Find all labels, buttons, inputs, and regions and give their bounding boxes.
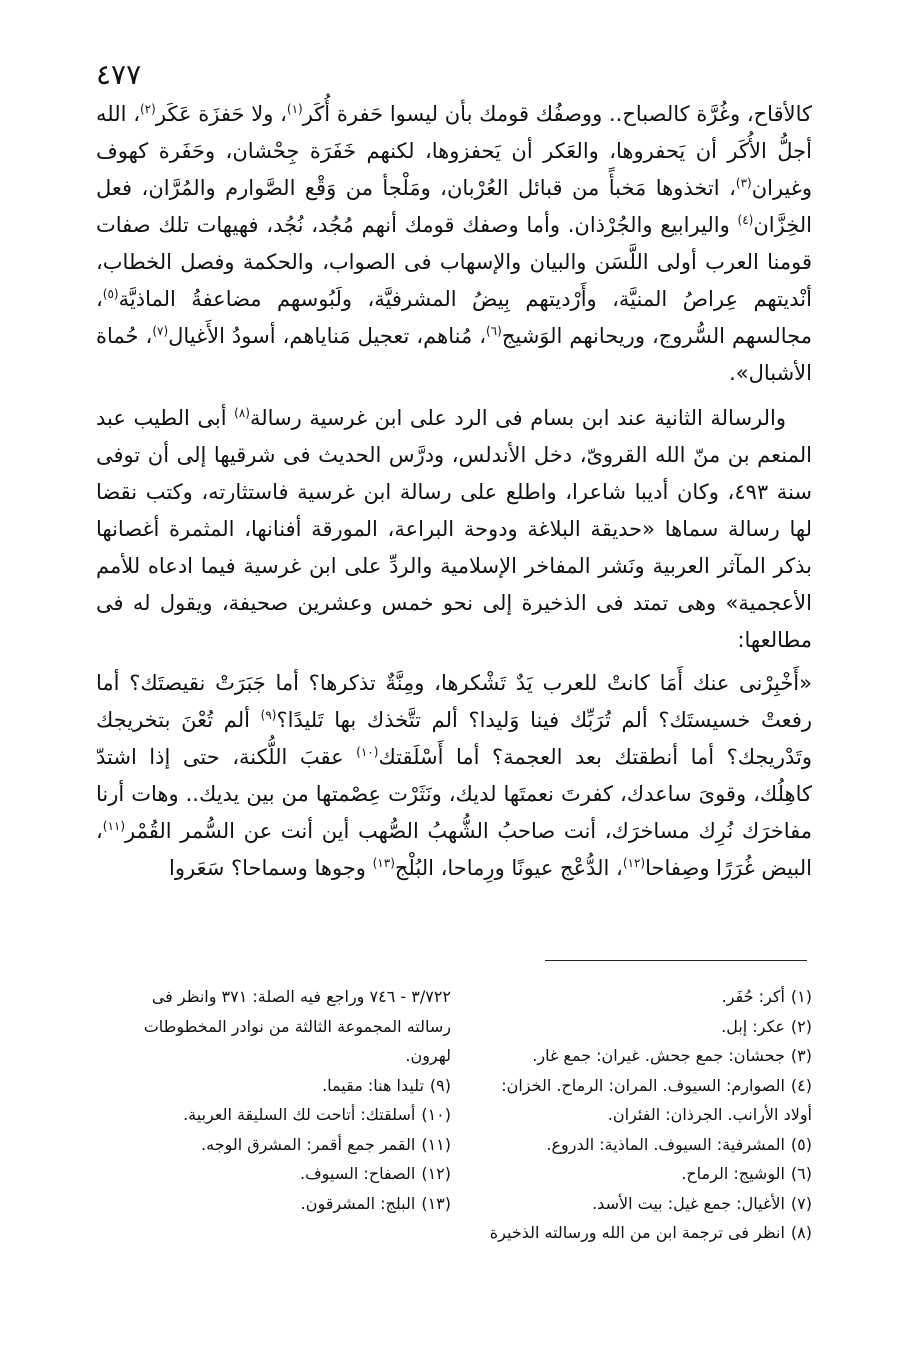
text-segment: وجوها وسماحا؟ سَعَروا [169,856,373,880]
footnote-ref: (٧) [152,324,169,338]
text-segment: والرسالة الثانية عند ابن بسام فى الرد على ابن غرسية رسالة [249,406,786,430]
footnote-text: لهرون. [405,1046,451,1065]
footnote-ref: (٤) [737,213,754,227]
paragraph-3 [96,665,812,887]
footnote-text: ٣/٧٢٢ - ٧٤٦ وراجع فيه الصلة: ٣٧١ وانظر فى [151,987,451,1006]
text-segment: ألم تُعْنَ بتخريجك وتَدْريجك؟ أما أنطقتك بعد العجمة؟ أما أَسْلَقتك [96,708,812,769]
text-segment: ، حُماة الأشبال». [96,324,812,385]
text-segment: واليرابيع والجُرْذان. وأما وصفك قومك أنهم مُجُد، نُجُد، فهيهات تلك صفات قومنا العرب أولى اللَّسَن والبيان والإسهاب فى الصواب، والحكمة وفصل الخطاب، أنْديتهم عِراصُ المنيَّة، وأَرْديتهم بِيضُ المشرفيَّة، ولَبُوسهم مضاعفةُ الماذيَّة [96,213,812,311]
text-segment: ، مجالسهم السُّروج، وريحانهم الوَشيج [96,287,812,348]
footnote-text: الوشيج: الرماح. [681,1164,785,1183]
paragraph-1 [96,96,812,392]
footnote-continuation [96,982,451,1012]
text-segment: ، البيض غُرَرًا وصِفاحا [96,819,812,880]
footnote-text: تليدا هنا: مقيما. [322,1075,424,1095]
text-segment: عقبَ اللُّكنة، حتى إذا اشتدّ كاهِلُك، وقوىَ ساعدك، كفرتَ نعمتَها لديك، ونَثَرْت عِصْمتها من بين يديك.. وهات أرنا مفاخرَك نُرِك مساخرَك، أنت صاحبُ الشُّهبُ الصُّهب أين أنت عن السُّمر القُمْر [96,745,812,843]
footnotes-left-column [96,982,451,1248]
footnote-ref: (٦) [485,324,502,338]
footnote-ref: (١٢) [622,856,646,870]
page-number: ٤٧٧ [96,58,142,91]
footnote-text: المشرفية: السيوف. الماذية: الدروع. [546,1134,785,1154]
footnote [96,1130,451,1160]
text-segment: ، مُناهم، تعجيل مَناياهم، أسودُ الأَغيال [168,324,486,348]
footnote-text: رسالته المجموعة الثالثة من نوادر المخطوطات [143,1016,451,1036]
footnote [467,1012,812,1042]
footnote-text: الصوارم: السيوف. المران: الرماح. الخزان: [501,1075,785,1095]
text-segment: ، اتخذوها مَخبأً من قبائل العُرْبان، ومَلْجأ من وَقْع الصَّوارم والمُرَّان، فعل الخِزَّان [96,176,812,237]
footnote-number: (٥) [790,1134,812,1154]
footnote-number: (١٣) [421,1193,451,1213]
footnote-number: (٣) [790,1046,812,1065]
footnote-text: أولاد الأرانب. الجرذان: الفئران. [607,1105,812,1124]
text-segment: ، الدُّعْج عيونًا ورِماحا، البُلْج [394,856,623,880]
footnote-separator [545,960,807,961]
footnote-text: الأغيال: جمع غيل: بيت الأسد. [592,1193,785,1213]
footnote-ref: (٢) [139,102,156,116]
footnote-text: انظر فى ترجمة ابن من الله ورسالته الذخيرة [489,1223,785,1242]
footnote-number: (١٠) [421,1105,451,1124]
footnote-continuation [96,1012,451,1042]
footnote-ref: (٩) [260,708,277,722]
text-segment: ، الله أجلُّ الأُكَر أن يَحفروها، والعَكر أن يَحفزوها، لكنهم خَفَرَة جِحْشان، وحَفَرة كهوف وغيران [96,102,812,200]
footnote [467,1071,812,1101]
footnote [96,1189,451,1219]
footnote-ref: (٣) [735,176,752,190]
footnote-number: (٦) [790,1164,812,1183]
footnote-ref: (١٣) [372,856,395,870]
footnote-number: (٤) [790,1075,812,1095]
text-segment: كالأقاح، وغُرَّة كالصباح.. ووصفُك قومك بأن ليسوا حَفرة أُكَر [302,102,812,126]
text-segment: أبى الطيب عبد المنعم بن منّ الله القروىّ، دخل الأندلس، ودرَّس الحديث فى شرقيها إلى أن توفى سنة ٤٩٣، وكان أديبا شاعرا، واطلع على رسالة ابن غرسية فاستثارته، وكتب نقضا لها رسالة سماها «حديقة البلاغة ودوحة البراعة، المورقة أفنانها، المثمرة أغصانها بذكر المآثر العربية ونَشر المفاخر الإسلامية والردِّ على ابن غرسية فيما ادعاه للأمم الأعجمية» وهى تمتد فى الذخيرة إلى نحو خمس وعشرين صحيفة، ويقول له فى مطالعها: [96,406,812,652]
footnote-number: (٢) [790,1016,812,1036]
footnote [96,1100,451,1130]
footnote [467,1041,812,1071]
footnote [96,1159,451,1189]
footnote-continuation [467,1100,812,1130]
footnote-ref: (١١) [102,819,126,833]
footnote-number: (١٢) [421,1164,451,1183]
footnote-number: (١) [790,987,812,1006]
footnote [467,1218,812,1248]
footnote [467,1159,812,1189]
footnote [96,1071,451,1101]
text-segment: «أَخْبِرْنى عنك أَمَا كانتْ للعرب يَدٌ تَشْكرها، ومِنَّةٌ تذكرها؟ أما جَبَرَتْ نقيصتَك؟ أما رفعتْ خسيستَك؟ ألم تُرَبِّك فينا وَليدا؟ ألم تتَّخذك بها تَليدًا؟ [96,671,812,732]
footnote-continuation [96,1041,451,1071]
main-text [96,96,812,887]
footnote-text: عكر: إبل. [721,1016,785,1036]
footnote-number: (٨) [790,1223,812,1242]
footnote-text: أكر: حُفَر. [721,987,785,1006]
footnote [467,1130,812,1160]
footnote-ref: (١) [286,102,303,116]
footnote-number: (٧) [790,1193,812,1213]
footnote-text: جحشان: جمع جحش. غيران: جمع غار. [532,1046,785,1065]
footnotes-right-column [467,982,812,1248]
footnote [467,982,812,1012]
footnote-ref: (١٠) [356,745,379,759]
footnote-number: (٩) [429,1075,451,1095]
footnote-number: (١١) [421,1134,451,1154]
footnote-ref: (٨) [234,406,250,420]
text-segment: ، ولا حَفزَة عَكَر [155,102,287,126]
footnote-text: الصفاح: السيوف. [299,1164,416,1183]
paragraph-2 [96,400,812,659]
footnote [467,1189,812,1219]
footnotes [96,982,812,1248]
footnote-text: أسلقتك: أتاحت لك السليقة العربية. [183,1105,416,1124]
footnote-text: البلج: المشرقون. [300,1193,416,1213]
footnote-ref: (٥) [102,287,119,301]
footnote-text: القمر جمع أقمر: المشرق الوجه. [201,1134,416,1154]
